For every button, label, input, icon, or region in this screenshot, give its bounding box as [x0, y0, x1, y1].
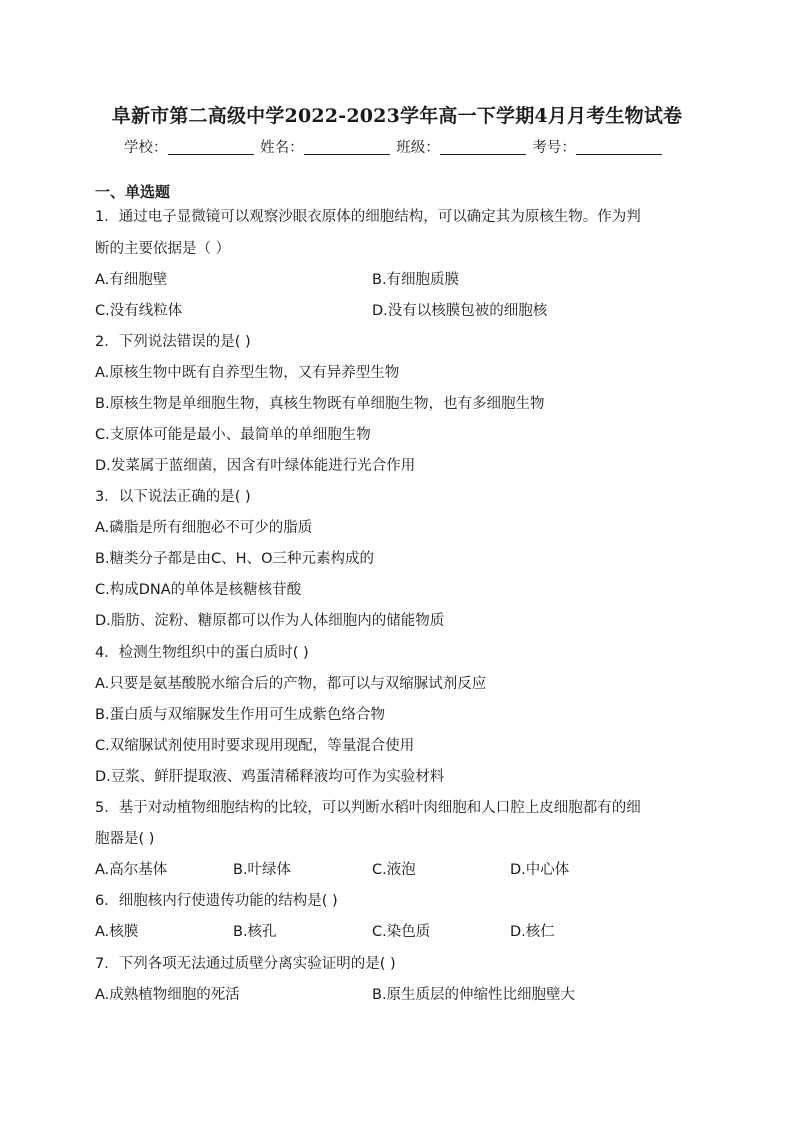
- question-1-option-b: B.有细胞质膜: [372, 272, 460, 288]
- question-3-option-a: A.磷脂是所有细胞必不可少的脂质: [95, 520, 313, 536]
- section-title: 一、单选题: [95, 183, 171, 201]
- question-5-option-a: A.高尔基体: [95, 862, 168, 878]
- exam-number-blank: [576, 140, 662, 155]
- exam-title: 阜新市第二高级中学2022-2023学年高一下学期4月月考生物试卷: [111, 105, 683, 127]
- name-blank: [304, 140, 390, 155]
- question-2-stem: 2．下列说法错误的是( ): [95, 334, 251, 350]
- question-4-option-b: B.蛋白质与双缩脲发生作用可生成紫色络合物: [95, 707, 386, 723]
- question-6-option-d: D.核仁: [510, 924, 555, 940]
- name-label: 姓名：: [260, 140, 304, 156]
- school-blank: [168, 140, 254, 155]
- question-1-option-d: D.没有以核膜包被的细胞核: [372, 303, 548, 319]
- question-4-option-a: A.只要是氨基酸脱水缩合后的产物，都可以与双缩脲试剂反应: [95, 676, 487, 692]
- question-1-option-c: C.没有线粒体: [95, 303, 183, 319]
- class-blank: [440, 140, 526, 155]
- school-label: 学校：: [124, 140, 168, 156]
- question-7-stem: 7．下列各项无法通过质壁分离实验证明的是( ): [95, 956, 396, 972]
- question-5-stem-line1: 5．基于对动植物细胞结构的比较，可以判断水稻叶肉细胞和人口腔上皮细胞都有的细: [95, 800, 641, 816]
- question-6-option-a: A.核膜: [95, 924, 139, 940]
- question-7-option-a: A.成熟植物细胞的死活: [95, 987, 240, 1003]
- question-5-option-d: D.中心体: [510, 862, 570, 878]
- question-6-option-c: C.染色质: [372, 924, 431, 940]
- class-label: 班级：: [396, 140, 440, 156]
- question-6-stem: 6．细胞核内行使遗传功能的结构是( ): [95, 893, 338, 909]
- question-2-option-c: C.支原体可能是最小、最简单的单细胞生物: [95, 427, 371, 443]
- question-7-option-b: B.原生质层的伸缩性比细胞壁大: [372, 987, 576, 1003]
- question-3-option-d: D.脂肪、淀粉、糖原都可以作为人体细胞内的储能物质: [95, 613, 445, 629]
- question-3-option-c: C.构成DNA的单体是核糖核苷酸: [95, 582, 302, 598]
- question-3-option-b: B.糖类分子都是由C、H、O三种元素构成的: [95, 551, 374, 567]
- question-5-option-c: C.液泡: [372, 862, 416, 878]
- question-2-option-b: B.原核生物是单细胞生物，真核生物既有单细胞生物，也有多细胞生物: [95, 396, 545, 412]
- question-1-stem-line2: 断的主要依据是（ ）: [95, 241, 231, 257]
- exam-number-label: 考号：: [532, 140, 576, 156]
- question-1-option-a: A.有细胞壁: [95, 272, 168, 288]
- question-6-option-b: B.核孔: [233, 924, 277, 940]
- question-2-option-a: A.原核生物中既有自养型生物，又有异养型生物: [95, 365, 400, 381]
- question-5-stem-line2: 胞器是( ): [95, 831, 155, 847]
- question-4-stem: 4．检测生物组织中的蛋白质时( ): [95, 645, 309, 661]
- question-4-option-c: C.双缩脲试剂使用时要求现用现配，等量混合使用: [95, 738, 415, 754]
- question-4-option-d: D.豆浆、鲜肝提取液、鸡蛋清稀释液均可作为实验材料: [95, 769, 445, 785]
- student-info-row: [124, 136, 664, 157]
- question-5-option-b: B.叶绿体: [233, 862, 292, 878]
- question-3-stem: 3．以下说法正确的是( ): [95, 489, 251, 505]
- question-1-stem-line1: 1．通过电子显微镜可以观察沙眼衣原体的细胞结构，可以确定其为原核生物。作为判: [95, 209, 641, 225]
- question-2-option-d: D.发菜属于蓝细菌，因含有叶绿体能进行光合作用: [95, 458, 416, 474]
